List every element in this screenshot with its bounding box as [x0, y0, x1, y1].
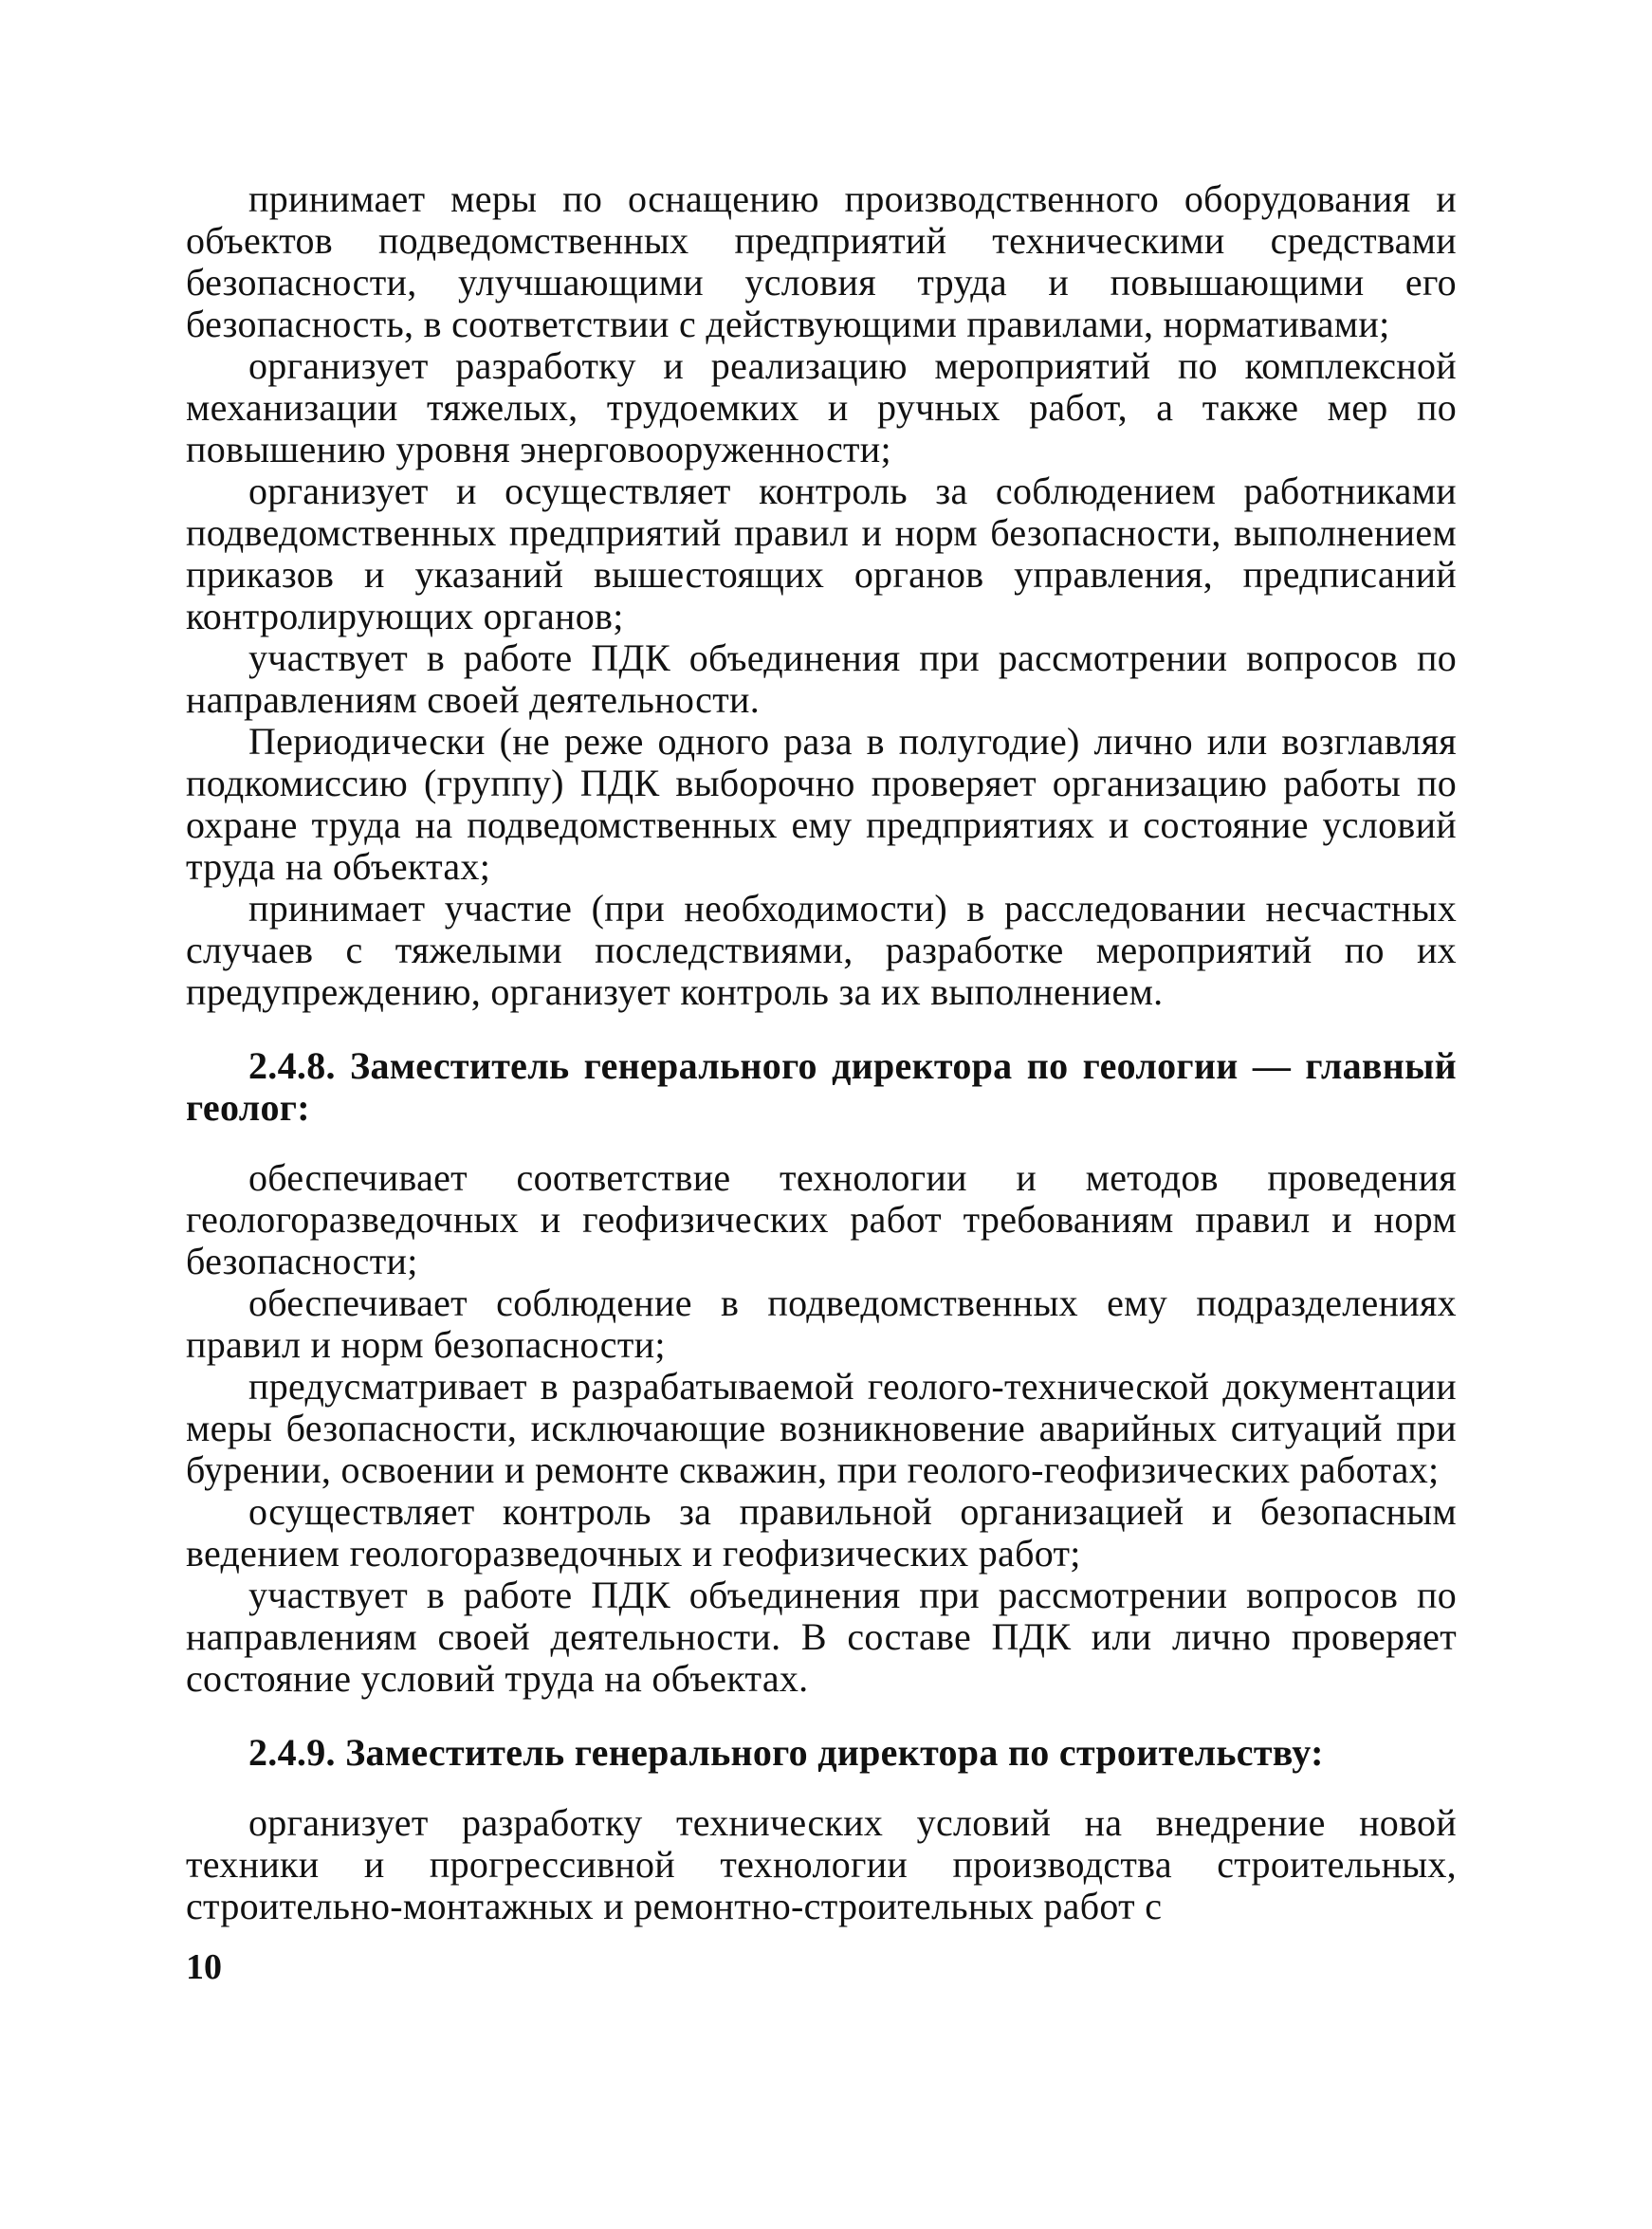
section-heading-2-4-9: 2.4.9. Заместитель генерального директора по строительству: — [248, 1731, 1324, 1774]
document-page — [186, 178, 1457, 1927]
paragraph: организует и осуществляет контроль за соблюдением работниками подведомственных предприятий правил и норм безопасности, выполнением приказов и указаний вышестоящих органов управления, предписаний контролирующих органов; — [186, 470, 1457, 637]
paragraph: осуществляет контроль за правильной организацией и безопасным ведением геологоразведочных и геофизических работ; — [186, 1490, 1457, 1575]
paragraph: принимает участие (при необходимости) в расследовании несчастных случаев с тяжелыми последствиями, разработке мероприятий по их предупреждению, организует контроль за их выполнением. — [186, 887, 1457, 1013]
page-number: 10 — [186, 1947, 222, 1987]
paragraph: организует разработку технических условий на внедрение новой техники и прогрессивной технологии производства строительных, строительно-монтажных и ремонтно-строительных работ с — [186, 1801, 1457, 1927]
paragraph: обеспечивает соблюдение в подведомственных ему подразделениях правил и норм безопасности; — [186, 1281, 1457, 1366]
paragraph: участвует в работе ПДК объединения при рассмотрении вопросов по направлениям своей деятельности. — [186, 636, 1457, 721]
paragraph: принимает меры по оснащению производственного оборудования и объектов подведомственных предприятий техническими средствами безопасности, улучшающими условия труда и повышающими его безопасность, в соответствии с действующими правилами, нормативами; — [186, 177, 1457, 345]
paragraph: предусматривает в разрабатываемой геолого-технической документации меры безопасности, исключающие возникновение аварийных ситуаций при бурении, освоении и ремонте скважин, при геолого-геофизических работах; — [186, 1365, 1457, 1491]
paragraph: обеспечивает соответствие технологии и методов проведения геологоразведочных и геофизических работ требованиям правил и норм безопасности; — [186, 1156, 1457, 1282]
paragraph: участвует в работе ПДК объединения при рассмотрении вопросов по направлениям своей деятельности. В составе ПДК или лично проверяет состояние условий труда на объектах. — [186, 1574, 1457, 1700]
section-heading-2-4-8: 2.4.8. Заместитель генерального директора по геологии — главный геолог: — [186, 1044, 1457, 1129]
paragraph: организует разработку и реализацию мероприятий по комплексной механизации тяжелых, трудоемких и ручных работ, а также мер по повышению уровня энерговооруженности; — [186, 344, 1457, 470]
paragraph: Периодически (не реже одного раза в полугодие) лично или возглавляя подкомиссию (группу) ПДК выборочно проверяет организацию работы по охране труда на подведомственных ему предприятиях и состояние условий труда на объектах; — [186, 720, 1457, 888]
